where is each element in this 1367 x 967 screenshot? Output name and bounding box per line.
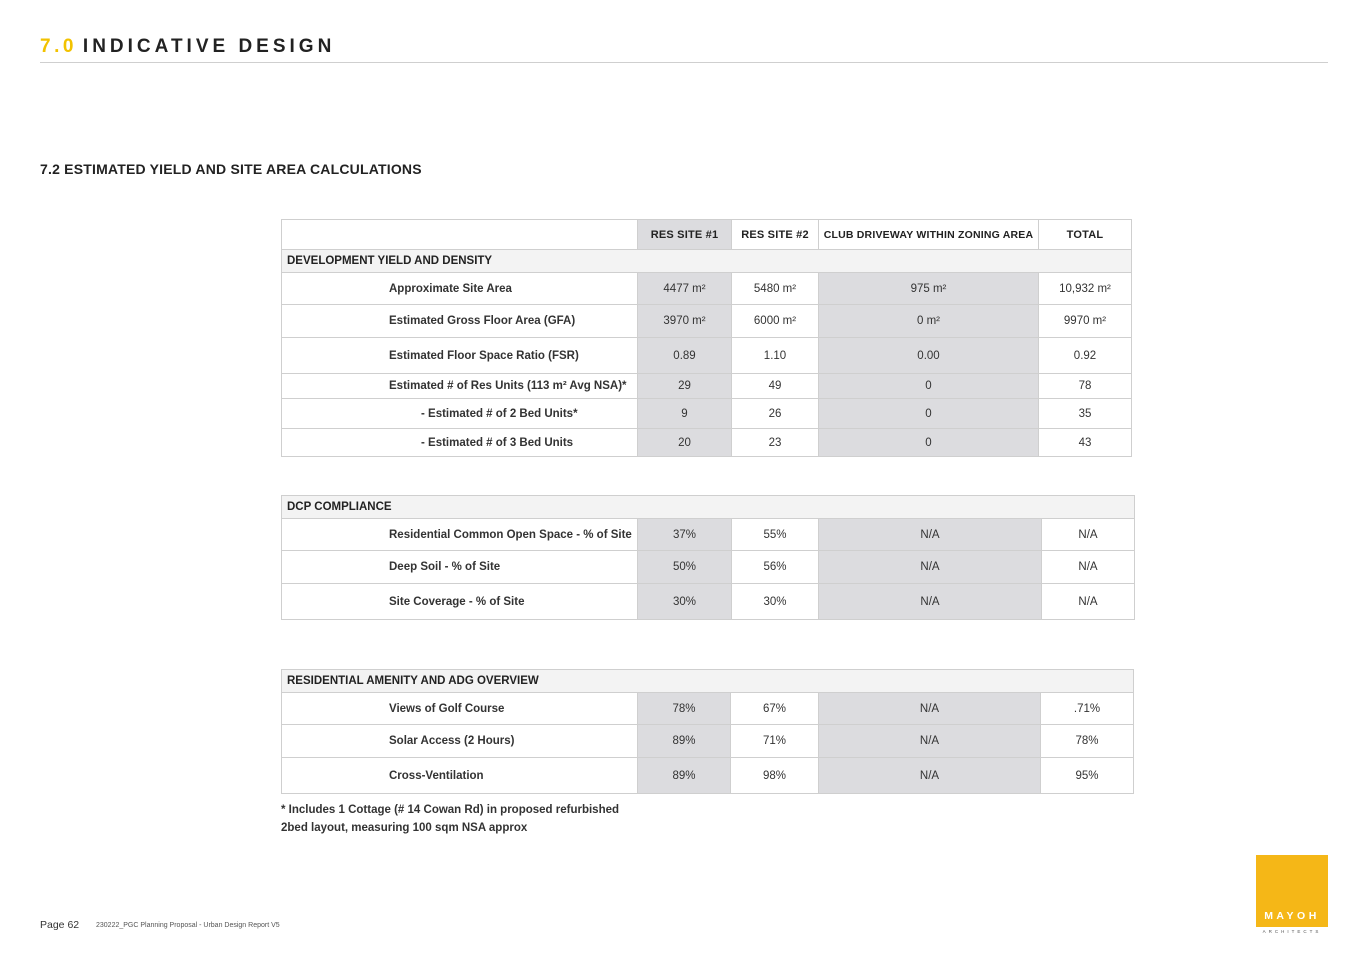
row-label: Site Coverage - % of Site xyxy=(282,584,638,620)
column-header-row xyxy=(282,220,1132,250)
section-label: RESIDENTIAL AMENITY AND ADG OVERVIEW xyxy=(282,670,1134,693)
cell-total: 78% xyxy=(1041,725,1134,758)
section-row xyxy=(282,670,1134,693)
cell-res-site-2: 98% xyxy=(731,758,819,794)
chapter-title: INDICATIVE DESIGN xyxy=(82,36,336,57)
row-label: - Estimated # of 3 Bed Units xyxy=(282,429,638,457)
header-blank-cell xyxy=(282,220,638,250)
cell-res-site-1: 0.89 xyxy=(638,338,732,374)
table-row xyxy=(282,758,1134,794)
cell-club-driveway: 0 xyxy=(819,429,1039,457)
footnote xyxy=(281,801,619,837)
cell-total: N/A xyxy=(1042,584,1135,620)
row-label: Approximate Site Area xyxy=(282,273,638,305)
section-label: DCP COMPLIANCE xyxy=(282,496,1135,519)
cell-res-site-1: 3970 m² xyxy=(638,305,732,338)
row-label: Solar Access (2 Hours) xyxy=(282,725,638,758)
cell-total: 95% xyxy=(1041,758,1134,794)
column-header-res-site-2: RES SITE #2 xyxy=(732,220,819,250)
cell-total: N/A xyxy=(1042,551,1135,584)
cell-club-driveway: 0 xyxy=(819,399,1039,429)
cell-total: N/A xyxy=(1042,519,1135,551)
cell-total: 10,932 m² xyxy=(1039,273,1132,305)
table-row xyxy=(282,273,1132,305)
cell-club-driveway: 0 m² xyxy=(819,305,1039,338)
cell-res-site-2: 71% xyxy=(731,725,819,758)
row-label: Estimated Gross Floor Area (GFA) xyxy=(282,305,638,338)
cell-res-site-1: 37% xyxy=(638,519,732,551)
cell-res-site-2: 56% xyxy=(732,551,819,584)
table-row xyxy=(282,338,1132,374)
cell-res-site-1: 20 xyxy=(638,429,732,457)
logo-subtitle: ARCHITECTS xyxy=(1262,929,1322,934)
cell-res-site-1: 9 xyxy=(638,399,732,429)
mayoh-logo xyxy=(1256,855,1328,927)
cell-res-site-2: 5480 m² xyxy=(732,273,819,305)
cell-club-driveway: N/A xyxy=(819,519,1042,551)
cell-res-site-1: 50% xyxy=(638,551,732,584)
yield-table xyxy=(281,219,1132,457)
cell-club-driveway: N/A xyxy=(819,725,1041,758)
cell-club-driveway: 0.00 xyxy=(819,338,1039,374)
column-header-club-driveway: CLUB DRIVEWAY WITHIN ZONING AREA xyxy=(819,220,1039,250)
row-label: Estimated Floor Space Ratio (FSR) xyxy=(282,338,638,374)
cell-res-site-1: 89% xyxy=(638,725,731,758)
logo-wordmark: MAYOH xyxy=(1264,910,1320,922)
chapter-number: 7.0 xyxy=(40,36,77,57)
cell-res-site-1: 78% xyxy=(638,693,731,725)
row-label: Residential Common Open Space - % of Site xyxy=(282,519,638,551)
table-row xyxy=(282,519,1135,551)
table-row xyxy=(282,693,1134,725)
table-row xyxy=(282,374,1132,399)
page-header xyxy=(40,36,1328,63)
cell-res-site-2: 55% xyxy=(732,519,819,551)
document-name: 230222_PGC Planning Proposal - Urban Design Report V5 xyxy=(96,922,280,929)
table-row xyxy=(282,399,1132,429)
section-title: 7.2 ESTIMATED YIELD AND SITE AREA CALCULATIONS xyxy=(40,161,422,177)
table-row xyxy=(282,429,1132,457)
cell-res-site-2: 30% xyxy=(732,584,819,620)
column-header-total: TOTAL xyxy=(1039,220,1132,250)
section-label: DEVELOPMENT YIELD AND DENSITY xyxy=(282,250,1132,273)
row-label: Estimated # of Res Units (113 m² Avg NSA)* xyxy=(282,374,638,399)
cell-res-site-2: 1.10 xyxy=(732,338,819,374)
column-header-res-site-1: RES SITE #1 xyxy=(638,220,732,250)
table-row xyxy=(282,584,1135,620)
cell-total: 0.92 xyxy=(1039,338,1132,374)
cell-res-site-1: 29 xyxy=(638,374,732,399)
row-label: - Estimated # of 2 Bed Units* xyxy=(282,399,638,429)
table-row xyxy=(282,305,1132,338)
cell-res-site-2: 6000 m² xyxy=(732,305,819,338)
page-number: Page 62 xyxy=(40,919,80,931)
cell-club-driveway: N/A xyxy=(819,584,1042,620)
cell-total: 9970 m² xyxy=(1039,305,1132,338)
cell-res-site-1: 30% xyxy=(638,584,732,620)
cell-total: 43 xyxy=(1039,429,1132,457)
cell-res-site-2: 26 xyxy=(732,399,819,429)
cell-club-driveway: N/A xyxy=(819,551,1042,584)
cell-club-driveway: 975 m² xyxy=(819,273,1039,305)
cell-res-site-2: 67% xyxy=(731,693,819,725)
table-row xyxy=(282,725,1134,758)
row-label: Views of Golf Course xyxy=(282,693,638,725)
cell-total: .71% xyxy=(1041,693,1134,725)
dcp-compliance-table xyxy=(281,495,1135,620)
cell-res-site-2: 49 xyxy=(732,374,819,399)
cell-club-driveway: 0 xyxy=(819,374,1039,399)
row-label: Cross-Ventilation xyxy=(282,758,638,794)
cell-total: 35 xyxy=(1039,399,1132,429)
footnote-line-1: * Includes 1 Cottage (# 14 Cowan Rd) in proposed refurbished xyxy=(281,804,620,816)
table-row xyxy=(282,551,1135,584)
cell-res-site-1: 4477 m² xyxy=(638,273,732,305)
section-row xyxy=(282,250,1132,273)
row-label: Deep Soil - % of Site xyxy=(282,551,638,584)
cell-res-site-1: 89% xyxy=(638,758,731,794)
cell-club-driveway: N/A xyxy=(819,758,1041,794)
amenity-table xyxy=(281,669,1134,794)
cell-total: 78 xyxy=(1039,374,1132,399)
footnote-line-2: 2bed layout, measuring 100 sqm NSA approx xyxy=(281,822,528,834)
cell-club-driveway: N/A xyxy=(819,693,1041,725)
section-row xyxy=(282,496,1135,519)
cell-res-site-2: 23 xyxy=(732,429,819,457)
